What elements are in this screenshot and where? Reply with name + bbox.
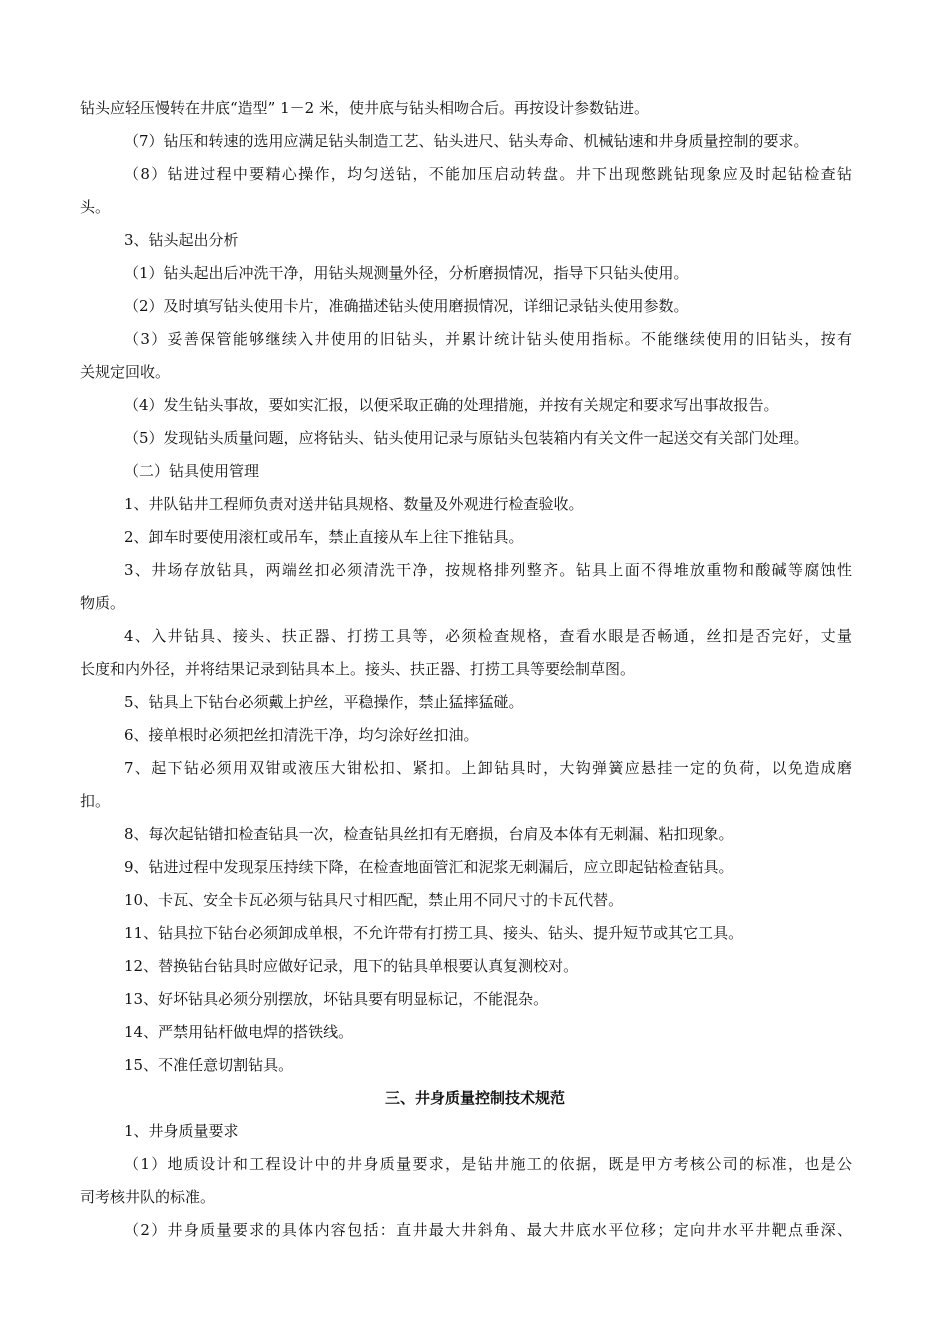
paragraph-line: 3、井场存放钻具，两端丝扣必须清洗干净，按规格排列整齐。钻具上面不得堆放重物和酸碱等腐蚀性 [124,561,852,579]
paragraph-line: 司考核井队的标准。 [80,1188,216,1206]
paragraph-line: 物质。 [80,594,126,612]
paragraph-line: 9、钻进过程中发现泵压持续下降，在检查地面管汇和泥浆无刺漏后，应立即起钻检查钻具。 [124,858,734,876]
section-subheading: 3、钻头起出分析 [124,231,239,249]
paragraph-line: （2）及时填写钻头使用卡片，准确描述钻头使用磨损情况，详细记录钻头使用参数。 [124,297,689,315]
paragraph-line: 14、严禁用钻杆做电焊的搭铁线。 [124,1023,354,1041]
paragraph-line: 10、卡瓦、安全卡瓦必须与钻具尺寸相匹配，禁止用不同尺寸的卡瓦代替。 [124,891,624,909]
paragraph-line: （3）妥善保管能够继续入井使用的旧钻头，并累计统计钻头使用指标。不能继续使用的旧钻头，按有 [124,330,852,348]
paragraph-line: 头。 [80,198,111,216]
paragraph-line: 扣。 [80,792,111,810]
paragraph-line: 8、每次起钻错扣检查钻具一次，检查钻具丝扣有无磨损，台肩及本体有无刺漏、粘扣现象。 [124,825,734,843]
paragraph-line: 1、井队钻井工程师负责对送井钻具规格、数量及外观进行检查验收。 [124,495,584,513]
paragraph-line: （1）地质设计和工程设计中的井身质量要求，是钻井施工的依据，既是甲方考核公司的标准，也是公 [124,1155,852,1173]
paragraph-line: 7、起下钻必须用双钳或液压大钳松扣、紧扣。上卸钻具时，大钩弹簧应悬挂一定的负荷，以免造成磨 [124,759,852,777]
section-heading: 三、井身质量控制技术规范 [384,1089,565,1107]
paragraph-line: （7）钻压和转速的选用应满足钻头制造工艺、钻头进尺、钻头寿命、机械钻速和井身质量控制的要求。 [124,132,809,150]
paragraph-line: 关规定回收。 [80,363,171,381]
paragraph-line: 11、钻具拉下钻台必须卸成单根，不允许带有打捞工具、接头、钻头、提升短节或其它工具。 [124,924,744,942]
paragraph-line: 5、钻具上下钻台必须戴上护丝，平稳操作，禁止猛摔猛碰。 [124,693,524,711]
section-subheading: （二）钻具使用管理 [124,462,260,480]
section-subheading: 1、井身质量要求 [124,1122,239,1140]
paragraph-line: 15、不准任意切割钻具。 [124,1056,294,1074]
paragraph-line: 12、替换钻台钻具时应做好记录，甩下的钻具单根要认真复测校对。 [124,957,579,975]
paragraph-line: 钻头应轻压慢转在井底“造型” 1－2 米，使井底与钻头相吻合后。再按设计参数钻进。 [80,99,649,117]
paragraph-line: 2、卸车时要使用滚杠或吊车，禁止直接从车上往下推钻具。 [124,528,524,546]
paragraph-line: （4）发生钻头事故，要如实汇报，以便采取正确的处理措施，并按有关规定和要求写出事故报告。 [124,396,779,414]
paragraph-line: 6、接单根时必须把丝扣清洗干净，均匀涂好丝扣油。 [124,726,479,744]
paragraph-line: 4、入井钻具、接头、扶正器、打捞工具等，必须检查规格，查看水眼是否畅通，丝扣是否完好，丈量 [124,627,852,645]
paragraph-line: 长度和内外径，并将结果记录到钻具本上。接头、扶正器、打捞工具等要绘制草图。 [80,660,636,678]
paragraph-line: （2）井身质量要求的具体内容包括：直井最大井斜角、最大井底水平位移；定向井水平井靶点垂深、 [124,1221,852,1239]
paragraph-line: （5）发现钻头质量问题，应将钻头、钻头使用记录与原钻头包装箱内有关文件一起送交有关部门处理。 [124,429,809,447]
paragraph-line: 13、好坏钻具必须分别摆放，坏钻具要有明显标记，不能混杂。 [124,990,549,1008]
paragraph-line: （1）钻头起出后冲洗干净，用钻头规测量外径，分析磨损情况，指导下只钻头使用。 [124,264,689,282]
paragraph-line: （8）钻进过程中要精心操作，均匀送钻，不能加压启动转盘。井下出现憋跳钻现象应及时起钻检查钻 [124,165,852,183]
